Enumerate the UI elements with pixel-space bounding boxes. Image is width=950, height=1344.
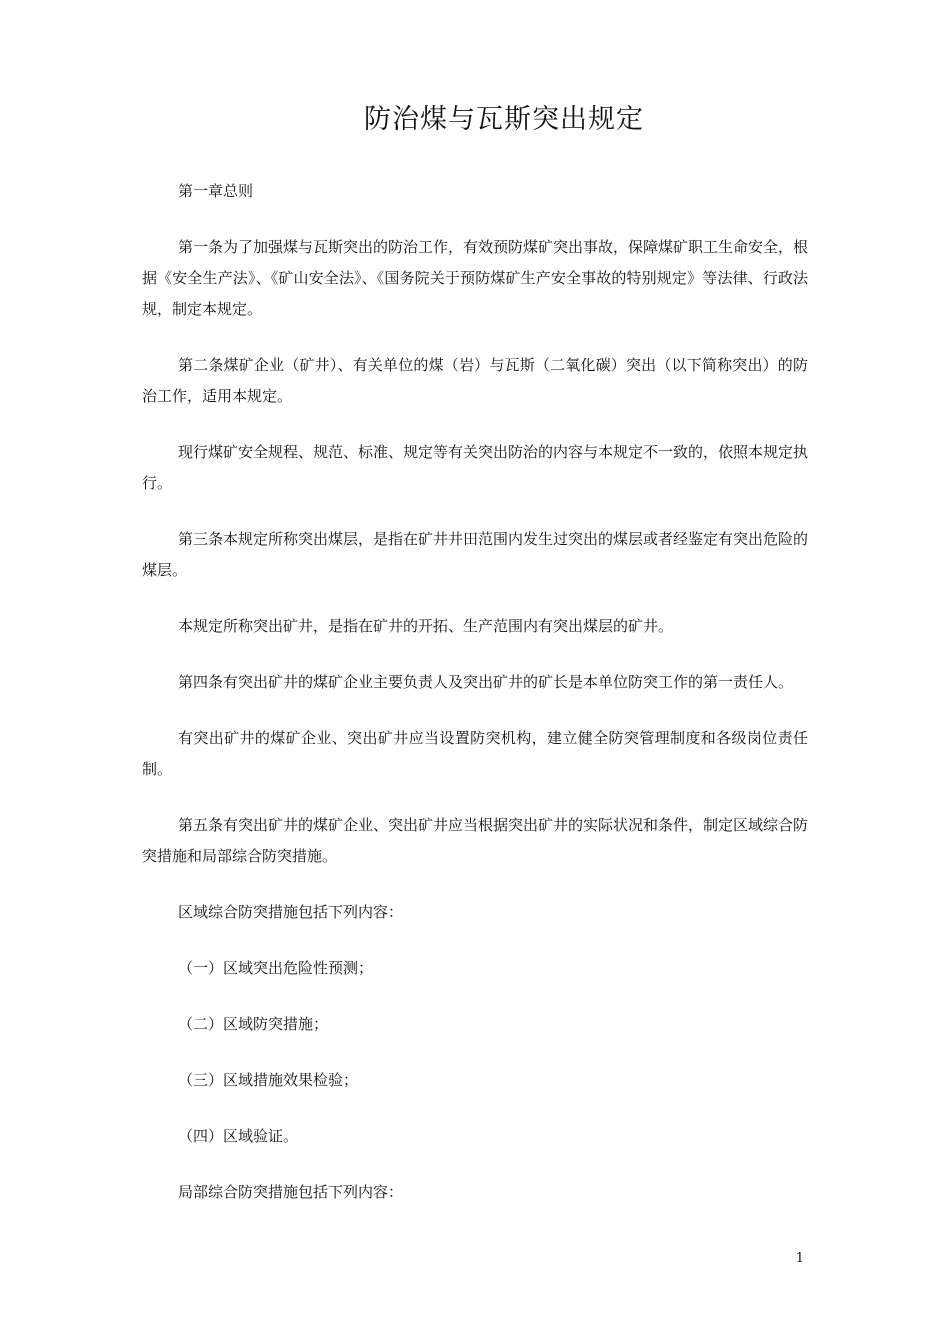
paragraph: 第五条有突出矿井的煤矿企业、突出矿井应当根据突出矿井的实际状况和条件，制定区域综合防突措施和局部综合防突措施。 (142, 816, 809, 865)
list-item: （四）区域验证。 (178, 1127, 299, 1145)
document-title: 防治煤与瓦斯突出规定 (364, 104, 644, 135)
chapter-heading: 第一章总则 (178, 182, 254, 200)
page-number: 1 (795, 1251, 804, 1266)
paragraph: 第四条有突出矿井的煤矿企业主要负责人及突出矿井的矿长是本单位防突工作的第一责任人。 (178, 673, 794, 691)
paragraph: 本规定所称突出矿井，是指在矿井的开拓、生产范围内有突出煤层的矿井。 (178, 617, 674, 635)
paragraph: 有突出矿井的煤矿企业、突出矿井应当设置防突机构，建立健全防突管理制度和各级岗位责任制。 (142, 729, 808, 778)
paragraph: 区域综合防突措施包括下列内容： (178, 903, 404, 921)
paragraph: 第三条本规定所称突出煤层，是指在矿井井田范围内发生过突出的煤层或者经鉴定有突出危险的煤层。 (142, 530, 809, 579)
paragraph: 第二条煤矿企业（矿井）、有关单位的煤（岩）与瓦斯（二氧化碳）突出（以下简称突出）的防治工作，适用本规定。 (142, 356, 808, 405)
list-item: （二）区域防突措施； (178, 1015, 329, 1033)
list-item: （三）区域措施效果检验； (178, 1071, 359, 1089)
paragraph: 现行煤矿安全规程、规范、标准、规定等有关突出防治的内容与本规定不一致的，依照本规定执行。 (142, 443, 809, 492)
paragraph: 第一条为了加强煤与瓦斯突出的防治工作，有效预防煤矿突出事故，保障煤矿职工生命安全，根据《安全生产法》、《矿山安全法》、《国务院关于预防煤矿生产安全事故的特别规定》等法律、行政法规，制定本规定。 (142, 238, 809, 318)
paragraph: 局部综合防突措施包括下列内容： (178, 1183, 404, 1201)
document-body (142, 176, 808, 1233)
list-item: （一）区域突出危险性预测； (178, 959, 374, 977)
